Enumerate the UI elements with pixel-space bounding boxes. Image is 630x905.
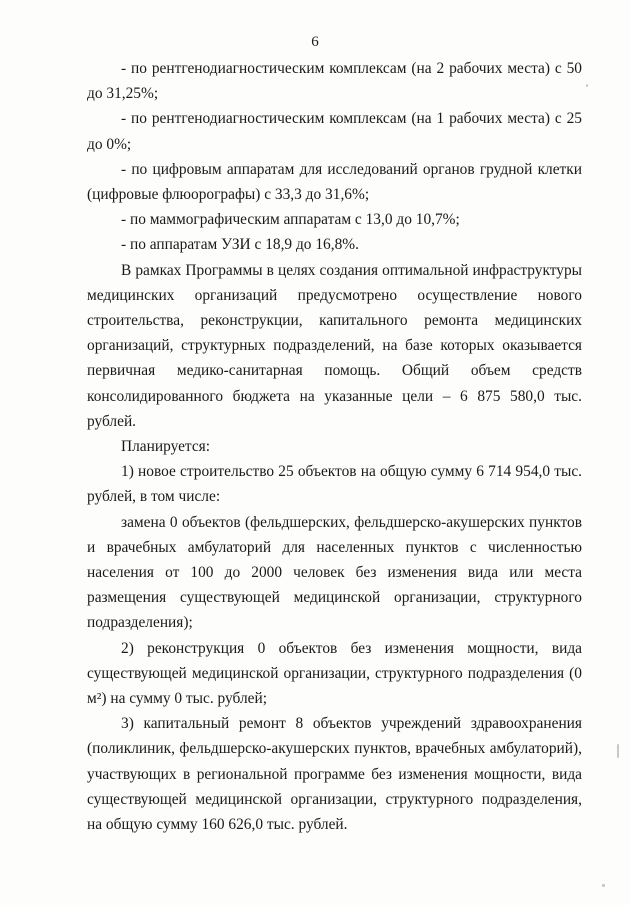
scan-artifact-top xyxy=(586,84,588,87)
paragraph-mammography: - по маммографическим аппаратам с 13,0 до 10,7%; xyxy=(121,211,460,229)
scan-artifact-bottom xyxy=(602,884,605,887)
paragraph-planned: Планируется: xyxy=(121,438,211,456)
paragraph-replacement: замена 0 объектов (фельдшерских, фельдшерско-акушерских пунктов и врачебных амбулаторий для населенных пунктов с численностью населения от 100 до 2000 человек без изменения вида или места размещения существующей медицинской организации, структурного подразделения); xyxy=(87,513,582,632)
paragraph-ultrasound: - по аппаратам УЗИ с 18,9 до 16,8%. xyxy=(121,236,359,254)
document-body xyxy=(87,56,582,837)
paragraph-new-construction: 1) новое строительство 25 объектов на общую сумму 6 714 954,0 тыс. рублей, в том числе: xyxy=(87,463,582,506)
paragraph-program-infrastructure: В рамках Программы в целях создания оптимальной инфраструктуры медицинских организаций предусмотрено осуществление нового строительства, реконструкции, капитального ремонта медицинских организаций, структурных подразделений, на базе которых оказывается первичная медико-санитарная помощь. Общий объем средств консолидированного бюджета на указанные цели – 6 875 580,0 тыс. рублей. xyxy=(87,261,582,430)
paragraph-reconstruction: 2) реконструкция 0 объектов без изменения мощности, вида существующей медицинской организации, структурного подразделения (0 м²) на сумму 0 тыс. рублей; xyxy=(87,639,582,708)
page-number: 6 xyxy=(311,34,319,50)
paragraph-xray-1-place: - по рентгенодиагностическим комплексам (на 1 рабочих места) с 25 до 0%; xyxy=(87,110,582,153)
paragraph-digital-fluorographs: - по цифровым аппаратам для исследований органов грудной клетки (цифровые флюорографы) с 33,3 до 31,6%; xyxy=(87,160,582,204)
paragraph-xray-2-places: - по рентгенодиагностическим комплексам (на 2 рабочих места) с 50 до 31,25%; xyxy=(87,60,582,103)
paragraph-capital-repair: 3) капитальный ремонт 8 объектов учреждений здравоохранения (поликлиник, фельдшерско-акушерских пунктов, врачебных амбулаторий), участвующих в региональной программе без изменения мощности, вида существующей медицинской организации, структурного подразделения, на общую сумму 160 626,0 тыс. рублей. xyxy=(87,715,582,834)
scan-artifact-right xyxy=(617,744,619,758)
